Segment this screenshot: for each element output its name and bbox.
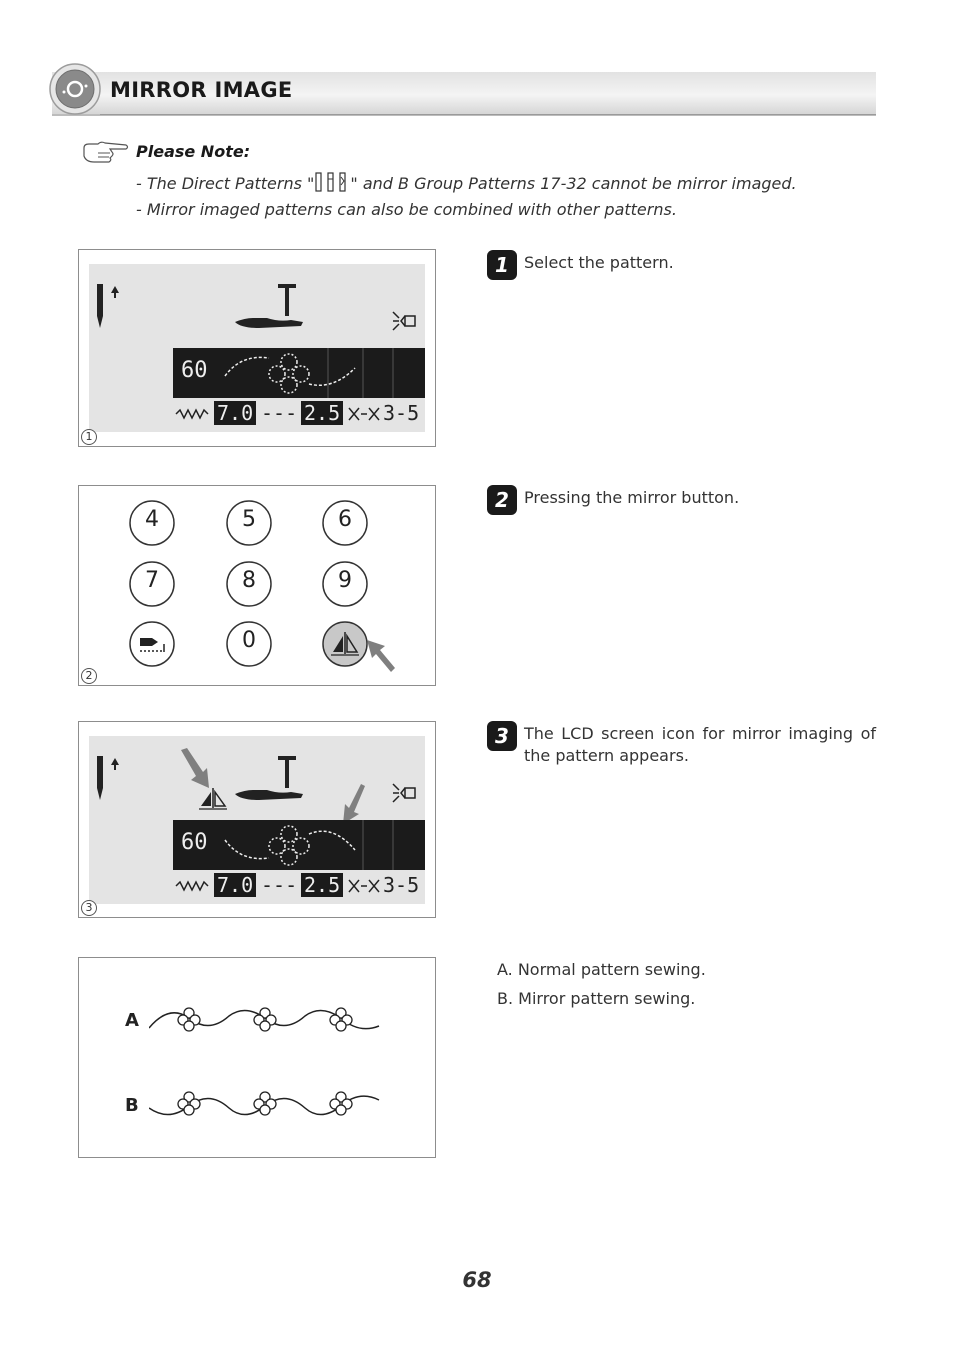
step-1-text: Select the pattern.: [524, 253, 674, 272]
figure-3-panel: [78, 721, 436, 918]
normal-pattern-sample: [149, 998, 389, 1044]
needle-up-icon: [93, 280, 123, 332]
presser-foot-type-icon: [347, 406, 381, 422]
buzzer-icon: [391, 310, 421, 334]
key-4[interactable]: 4: [145, 507, 159, 532]
stitch-width-icon: [175, 406, 209, 422]
page-number: 68: [462, 1268, 492, 1292]
stitch-length-value: 2.5: [301, 873, 343, 897]
lcd-screen: [89, 736, 425, 904]
buzzer-icon: [391, 782, 421, 806]
memory-key-icon[interactable]: [136, 632, 168, 656]
mirrored-pattern-preview: [173, 820, 425, 870]
figure-number: 1: [81, 429, 97, 445]
mirror-pattern-sample: [149, 1082, 389, 1128]
pattern-display-strip: [173, 820, 425, 870]
note-line-1: [136, 171, 797, 193]
stitch-length-icon: ---: [261, 873, 298, 897]
key-7[interactable]: 7: [145, 568, 159, 593]
mirror-button-icon[interactable]: [331, 630, 361, 658]
note-line-1-start: - The Direct Patterns ": [136, 174, 315, 193]
step-2-text: Pressing the mirror button.: [524, 488, 740, 507]
legend-a: A. Normal pattern sewing.: [497, 960, 706, 979]
legend-b: B. Mirror pattern sewing.: [497, 989, 696, 1008]
stitch-length-icon: ---: [261, 401, 298, 425]
pattern-number: 60: [181, 830, 208, 855]
figure-4-panel: [78, 957, 436, 1158]
note-title: Please Note:: [136, 142, 251, 161]
header-divider: [100, 114, 876, 115]
pattern-number: 60: [181, 358, 208, 383]
pointing-hand-icon: [82, 140, 130, 166]
note-line-1-end: " and B Group Patterns 17-32 cannot be mirror imaged.: [350, 174, 797, 193]
figure-number: 3: [81, 900, 97, 916]
row-label-b: B: [125, 1095, 139, 1116]
arrow-pointer-icon: [177, 746, 217, 792]
key-9[interactable]: 9: [338, 568, 352, 593]
page-title: MIRROR IMAGE: [110, 78, 293, 102]
presser-foot-value: 3-5: [383, 401, 420, 425]
pattern-preview: [173, 348, 425, 398]
figure-2-panel: [78, 485, 436, 686]
presser-foot-icon: [231, 754, 307, 810]
figure-1-panel: [78, 249, 436, 447]
step-3-text: The LCD screen icon for mirror imaging of the pattern appears.: [524, 724, 876, 765]
presser-foot-type-icon: [347, 878, 381, 894]
section-circle-icon: [48, 62, 102, 116]
step-2-badge: 2: [487, 485, 517, 515]
stitch-width-value: 7.0: [214, 401, 256, 425]
needle-up-icon: [93, 752, 123, 804]
key-6[interactable]: 6: [338, 507, 352, 532]
note-line-2: - Mirror imaged patterns can also be combined with other patterns.: [136, 200, 677, 219]
presser-foot-value: 3-5: [383, 873, 420, 897]
figure-number: 2: [81, 668, 97, 684]
key-0[interactable]: 0: [242, 628, 256, 653]
step-1-badge: 1: [487, 250, 517, 280]
presser-foot-icon: [231, 282, 307, 338]
lcd-screen: [89, 264, 425, 432]
key-8[interactable]: 8: [242, 568, 256, 593]
row-label-a: A: [125, 1010, 139, 1031]
step-3-badge: 3: [487, 721, 517, 751]
arrow-pointer-icon: [363, 636, 399, 676]
stitch-length-value: 2.5: [301, 401, 343, 425]
direct-patterns-icon: [314, 171, 350, 193]
pattern-display-strip: [173, 348, 425, 398]
stitch-width-value: 7.0: [214, 873, 256, 897]
stitch-width-icon: [175, 878, 209, 894]
key-5[interactable]: 5: [242, 507, 256, 532]
